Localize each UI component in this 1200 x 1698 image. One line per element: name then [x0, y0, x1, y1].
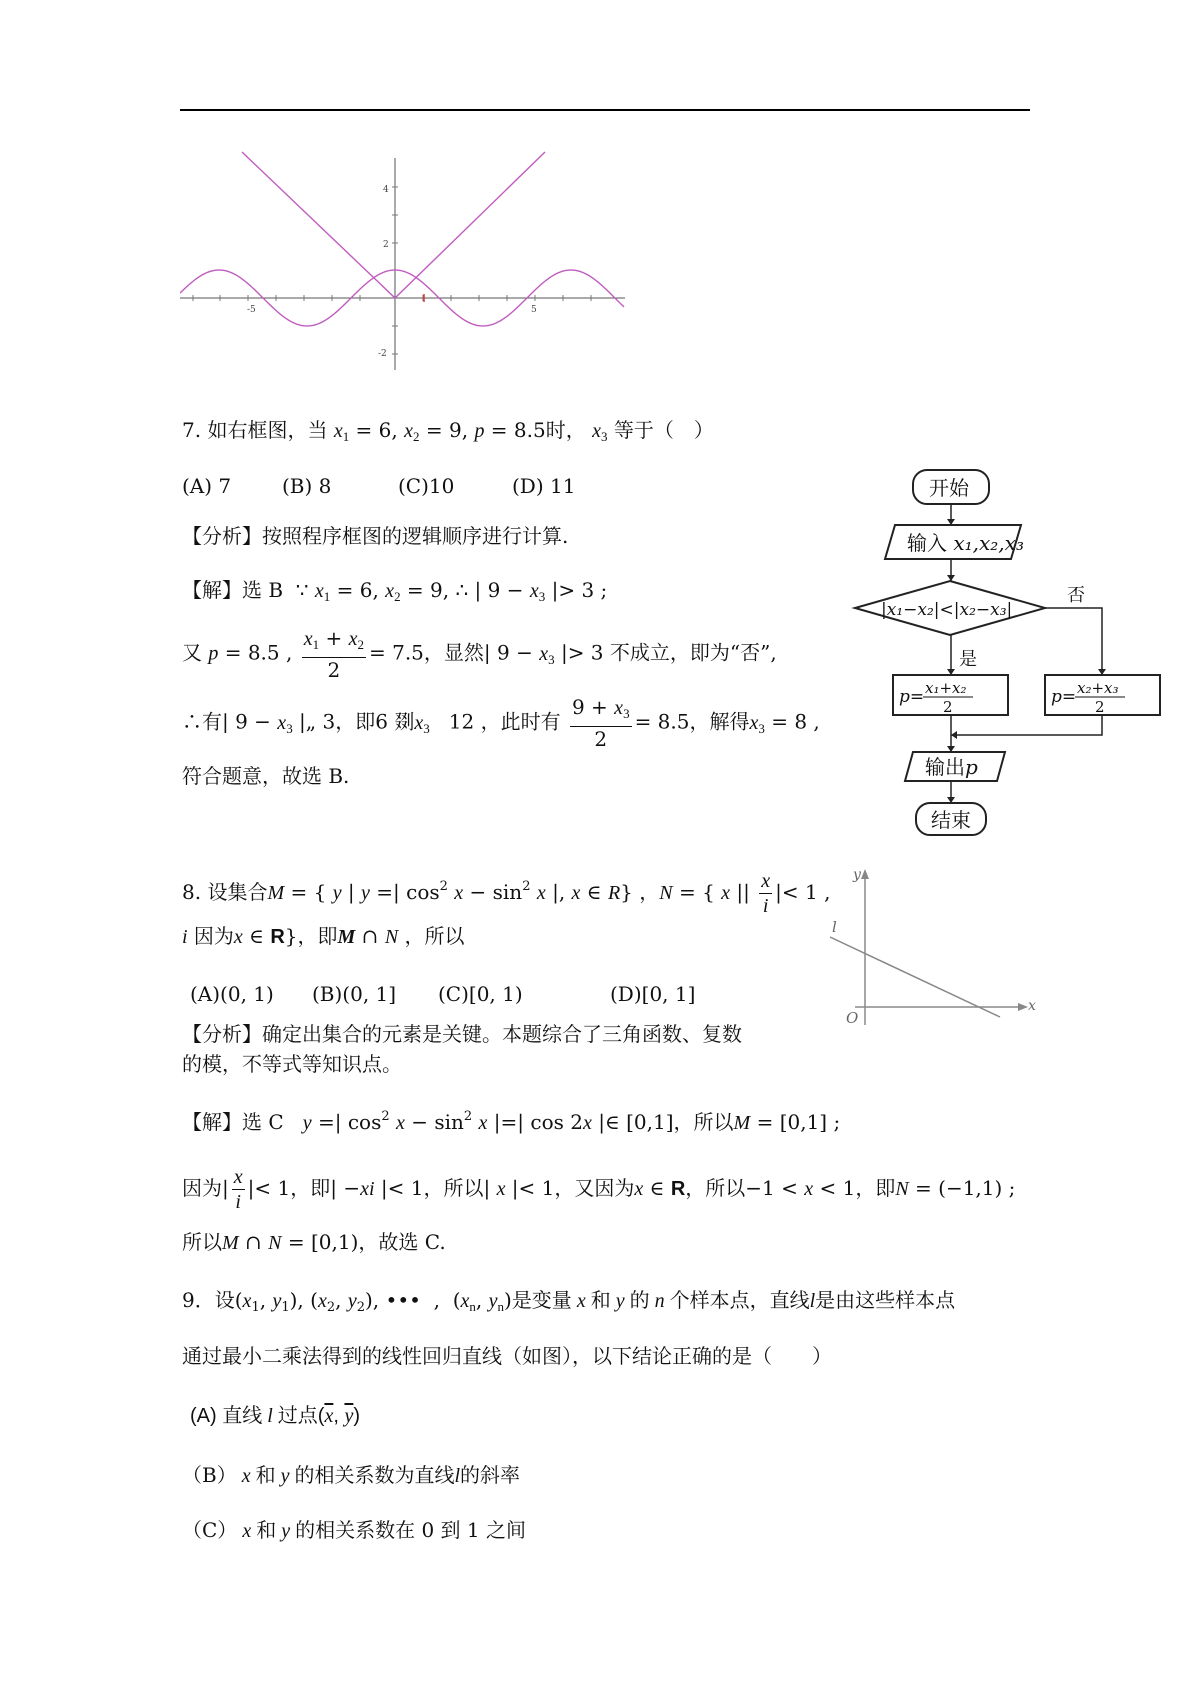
y-label: y: [853, 867, 861, 883]
q8-option-c: (C)[0, 1): [438, 982, 523, 1006]
no-label: 否: [1067, 585, 1085, 606]
q7-stem: 7. 如右框图，当 $x_1 = 6$, $x_2 = 9$, p = 8.5时， $x_3$ 等于（ ）: [182, 418, 714, 444]
output-label: 输出p: [925, 755, 978, 779]
abs-curve: [242, 152, 545, 298]
q8-option-a: (A)(0, 1): [190, 982, 274, 1006]
q7-solution-line3: ∴有| $9 - x_3$ |„ 3，即6 剟$x_3$ 12 ，此时有 $\frac{9 + x_3}{2}$ = 8.5，解得$x_3 = 8$ ,: [182, 695, 820, 751]
q9-stem: 9．设($x_1$, $y_1$), ($x_2$, $y_2$), ••• , ($x_n$, $y_n$)是变量 x 和 y 的 n 个样本点，直线l是由这些样本点: [182, 1288, 956, 1315]
q9-option-c: （C） x 和 y 的相关系数在 0 到 1 之间: [182, 1518, 526, 1542]
regression-graph: [820, 865, 1040, 1045]
process-right-formula: p=: [1051, 687, 1077, 707]
origin-label: O: [846, 1009, 859, 1027]
q8-solution-line2: 因为| $\frac{x}{i}$ |< 1，即| −xi |< 1，所以| x |< 1，又因为x ∈ R，所以−1 < x < 1，即N = (−1,1) ;: [182, 1166, 1016, 1213]
q7-option-a: (A) 7: [182, 474, 232, 498]
q8-analysis-1: 【分析】确定出集合的元素是关键。本题综合了三角函数、复数: [182, 1022, 742, 1046]
q9-option-a: (A) 直线 l 过点($\overline{x}$, $\overline{y}$): [190, 1405, 361, 1427]
q8-option-b: (B)(0, 1]: [312, 982, 397, 1006]
regression-line: [830, 937, 1000, 1017]
q8-stem: 8. 设集合M = { y | y =| $\cos^2 x - \sin^2 x$ |, x ∈ R} ，N = { x || $\frac{x}{i}$ |< 1 ,: [182, 870, 831, 917]
flowchart: [845, 465, 1170, 845]
x-tick-label: -5: [247, 305, 256, 315]
function-graph: [180, 140, 630, 370]
q7-solution-line1: 【解】选 B ∵ $x_1 = 6$, $x_2 = 9$, ∴ | $9 - x_3$ |> 3 ;: [182, 578, 608, 604]
l-label: l: [832, 918, 837, 936]
x-tick-label: 5: [531, 305, 537, 315]
y-tick-label: -2: [378, 349, 387, 359]
start-label: 开始: [929, 476, 969, 500]
q9-option-b: （B） x 和 y 的相关系数为直线l的斜率: [182, 1463, 521, 1487]
q7-solution-line2: 又 p = 8.5 , $\frac{x_1 + x_2}{2}$ = 7.5，显然| $9 - x_3$ |> 3 不成立，即为“否”,: [182, 626, 777, 682]
process-right-den: 2: [1095, 698, 1105, 716]
q7-option-d: (D) 11: [512, 474, 576, 498]
process-left-den: 2: [943, 698, 953, 716]
header-rule: [180, 109, 1030, 111]
end-label: 结束: [931, 808, 971, 832]
y-tick-label: 2: [383, 240, 389, 250]
q9-line2: 通过最小二乘法得到的线性回归直线（如图），以下结论正确的是（ ）: [182, 1344, 832, 1368]
process-left-num: x₁+x₂: [925, 679, 967, 697]
yes-label: 是: [959, 649, 977, 670]
q8-line2: i 因为x ∈ R}，即M ∩ N ，所以: [182, 924, 465, 948]
q7-conclusion: 符合题意，故选 B.: [182, 764, 350, 788]
q8-analysis-2: 的模，不等式等知识点。: [182, 1052, 402, 1076]
process-left-formula: p=: [899, 687, 925, 707]
process-right-num: x₂+x₃: [1077, 679, 1119, 697]
q8-option-d: (D)[0, 1]: [610, 982, 696, 1006]
q7-analysis: 【分析】按照程序框图的逻辑顺序进行计算.: [182, 524, 569, 548]
q8-solution-line1: 【解】选 C y =| $\cos^2 x - \sin^2 x$ |=| cos 2x |∈ [0,1]，所以M = [0,1] ;: [182, 1109, 841, 1134]
x-label: x: [1028, 998, 1036, 1014]
q8-solution-line3: 所以M ∩ N = [0,1)，故选 C.: [182, 1230, 446, 1254]
decision-condition: |x₁−x₂|<|x₂−x₃|: [881, 600, 1013, 620]
y-tick-label: 4: [383, 185, 389, 195]
q7-option-b: (B) 8: [282, 474, 332, 498]
q7-option-c: (C)10: [398, 474, 455, 498]
input-label: 输入 x₁,x₂,x₃: [907, 531, 1024, 555]
